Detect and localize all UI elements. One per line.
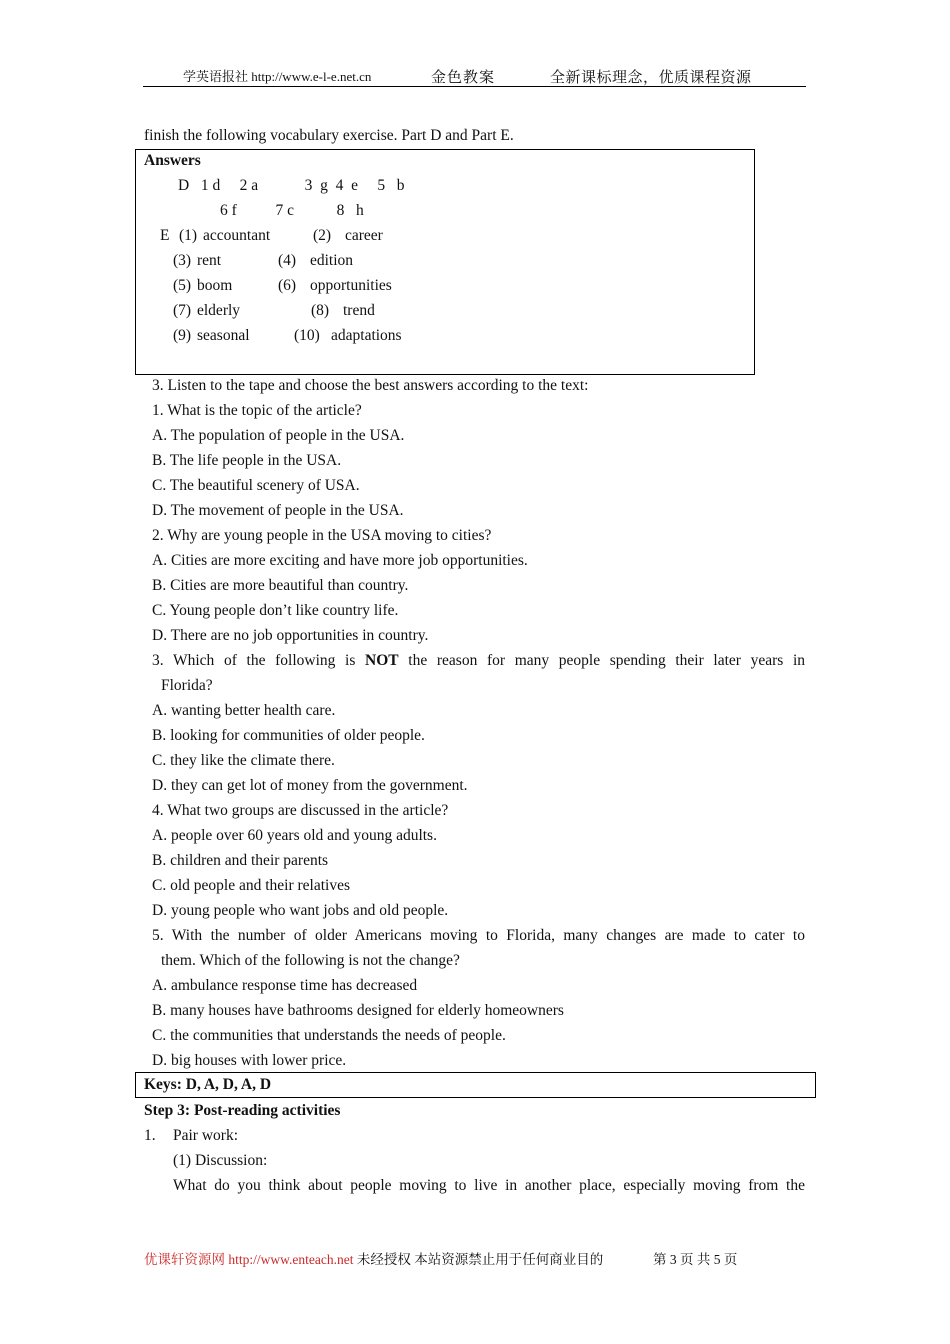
option: C. old people and their relatives [152, 877, 350, 894]
option: C. they like the climate there. [152, 752, 335, 769]
e-item-num: (6) [278, 277, 297, 294]
e-item-word: boom [197, 277, 233, 294]
option: D. There are no job opportunities in country. [152, 627, 429, 644]
step3-sub-heading: (1) Discussion: [173, 1152, 268, 1169]
keys-text: Keys: D, A, D, A, D [144, 1076, 272, 1093]
e-item-num: (5) [173, 277, 192, 294]
question-5-cont: them. Which of the following is not the change? [161, 952, 460, 969]
e-item-num: (9) [173, 327, 192, 344]
e-item-word: elderly [197, 302, 241, 319]
header-left: 学英语报社 http://www.e-l-e.net.cn [183, 69, 372, 84]
e-item-word: adaptations [331, 327, 402, 344]
step3-text: What do you think about people moving to live in another place, especially moving from the [173, 1177, 805, 1194]
option: D. they can get lot of money from the government. [152, 777, 468, 794]
q3-text-after: the reason for many people spending their later years in [408, 652, 806, 669]
option: D. young people who want jobs and old people. [152, 902, 449, 919]
e-item-word: edition [310, 252, 354, 269]
answers-e-label: E [160, 227, 170, 244]
question-3-cont: Florida? [161, 677, 213, 694]
footer-disclaimer: 未经授权 本站资源禁止用于任何商业目的 [353, 1252, 604, 1267]
e-item-word: trend [343, 302, 375, 319]
option: A. wanting better health care. [152, 702, 336, 719]
intro-text: finish the following vocabulary exercise. Part D and Part E. [144, 127, 514, 144]
header-middle: 金色教案 [431, 68, 496, 86]
question-5: 5. With the number of older Americans moving to Florida, many changes are made to cater to [152, 927, 805, 944]
footer-notice [144, 1248, 603, 1268]
option: C. The beautiful scenery of USA. [152, 477, 360, 494]
answers-d-row1: D 1 d 2 a 3 g 4 e 5 b [178, 177, 405, 194]
option: B. many houses have bathrooms designed for elderly homeowners [152, 1002, 564, 1019]
answers-d-row2: 6 f 7 c 8 h [220, 202, 364, 219]
header-right: 全新课标理念，优质课程资源 [550, 68, 752, 86]
option: D. big houses with lower price. [152, 1052, 347, 1069]
q3-text-before: 3. Which of the following is [152, 652, 356, 669]
question-4: 4. What two groups are discussed in the article? [152, 802, 449, 819]
page-header [143, 64, 806, 87]
e-item-num: (10) [294, 327, 320, 344]
option: B. The life people in the USA. [152, 452, 342, 469]
question-1: 1. What is the topic of the article? [152, 402, 362, 419]
e-item-num: (2) [313, 227, 332, 244]
option: C. the communities that understands the needs of people. [152, 1027, 506, 1044]
page-number: 第 3 页 共 5 页 [653, 1252, 738, 1267]
question-2: 2. Why are young people in the USA moving to cities? [152, 527, 492, 544]
option: B. Cities are more beautiful than country. [152, 577, 409, 594]
step3-item-number: 1. [144, 1127, 156, 1144]
option: A. The population of people in the USA. [152, 427, 405, 444]
option: D. The movement of people in the USA. [152, 502, 404, 519]
e-item-word: career [345, 227, 383, 244]
option: C. Young people don’t like country life. [152, 602, 399, 619]
e-item-word: opportunities [310, 277, 392, 294]
option: B. children and their parents [152, 852, 329, 869]
answers-title: Answers [144, 152, 201, 169]
e-item-num: (3) [173, 252, 192, 269]
e-item-num: (7) [173, 302, 192, 319]
e-item-num: (8) [311, 302, 330, 319]
question-3 [152, 652, 805, 670]
option: A. ambulance response time has decreased [152, 977, 418, 994]
option: B. looking for communities of older people. [152, 727, 425, 744]
step3-item-label: Pair work: [173, 1127, 239, 1144]
e-item-num: (4) [278, 252, 297, 269]
option: A. Cities are more exciting and have more job opportunities. [152, 552, 528, 569]
step3-title: Step 3: Post-reading activities [144, 1102, 341, 1119]
listening-instruction: 3. Listen to the tape and choose the best answers according to the text: [152, 377, 589, 394]
e-item-word: rent [197, 252, 222, 269]
option: A. people over 60 years old and young adults. [152, 827, 437, 844]
e-item-word: seasonal [197, 327, 250, 344]
e-item-num: (1) [179, 227, 198, 244]
e-item-word: accountant [203, 227, 271, 244]
footer-site-link[interactable]: 优课轩资源网 http://www.enteach.net [144, 1252, 354, 1267]
q3-text-bold: NOT [365, 652, 399, 669]
